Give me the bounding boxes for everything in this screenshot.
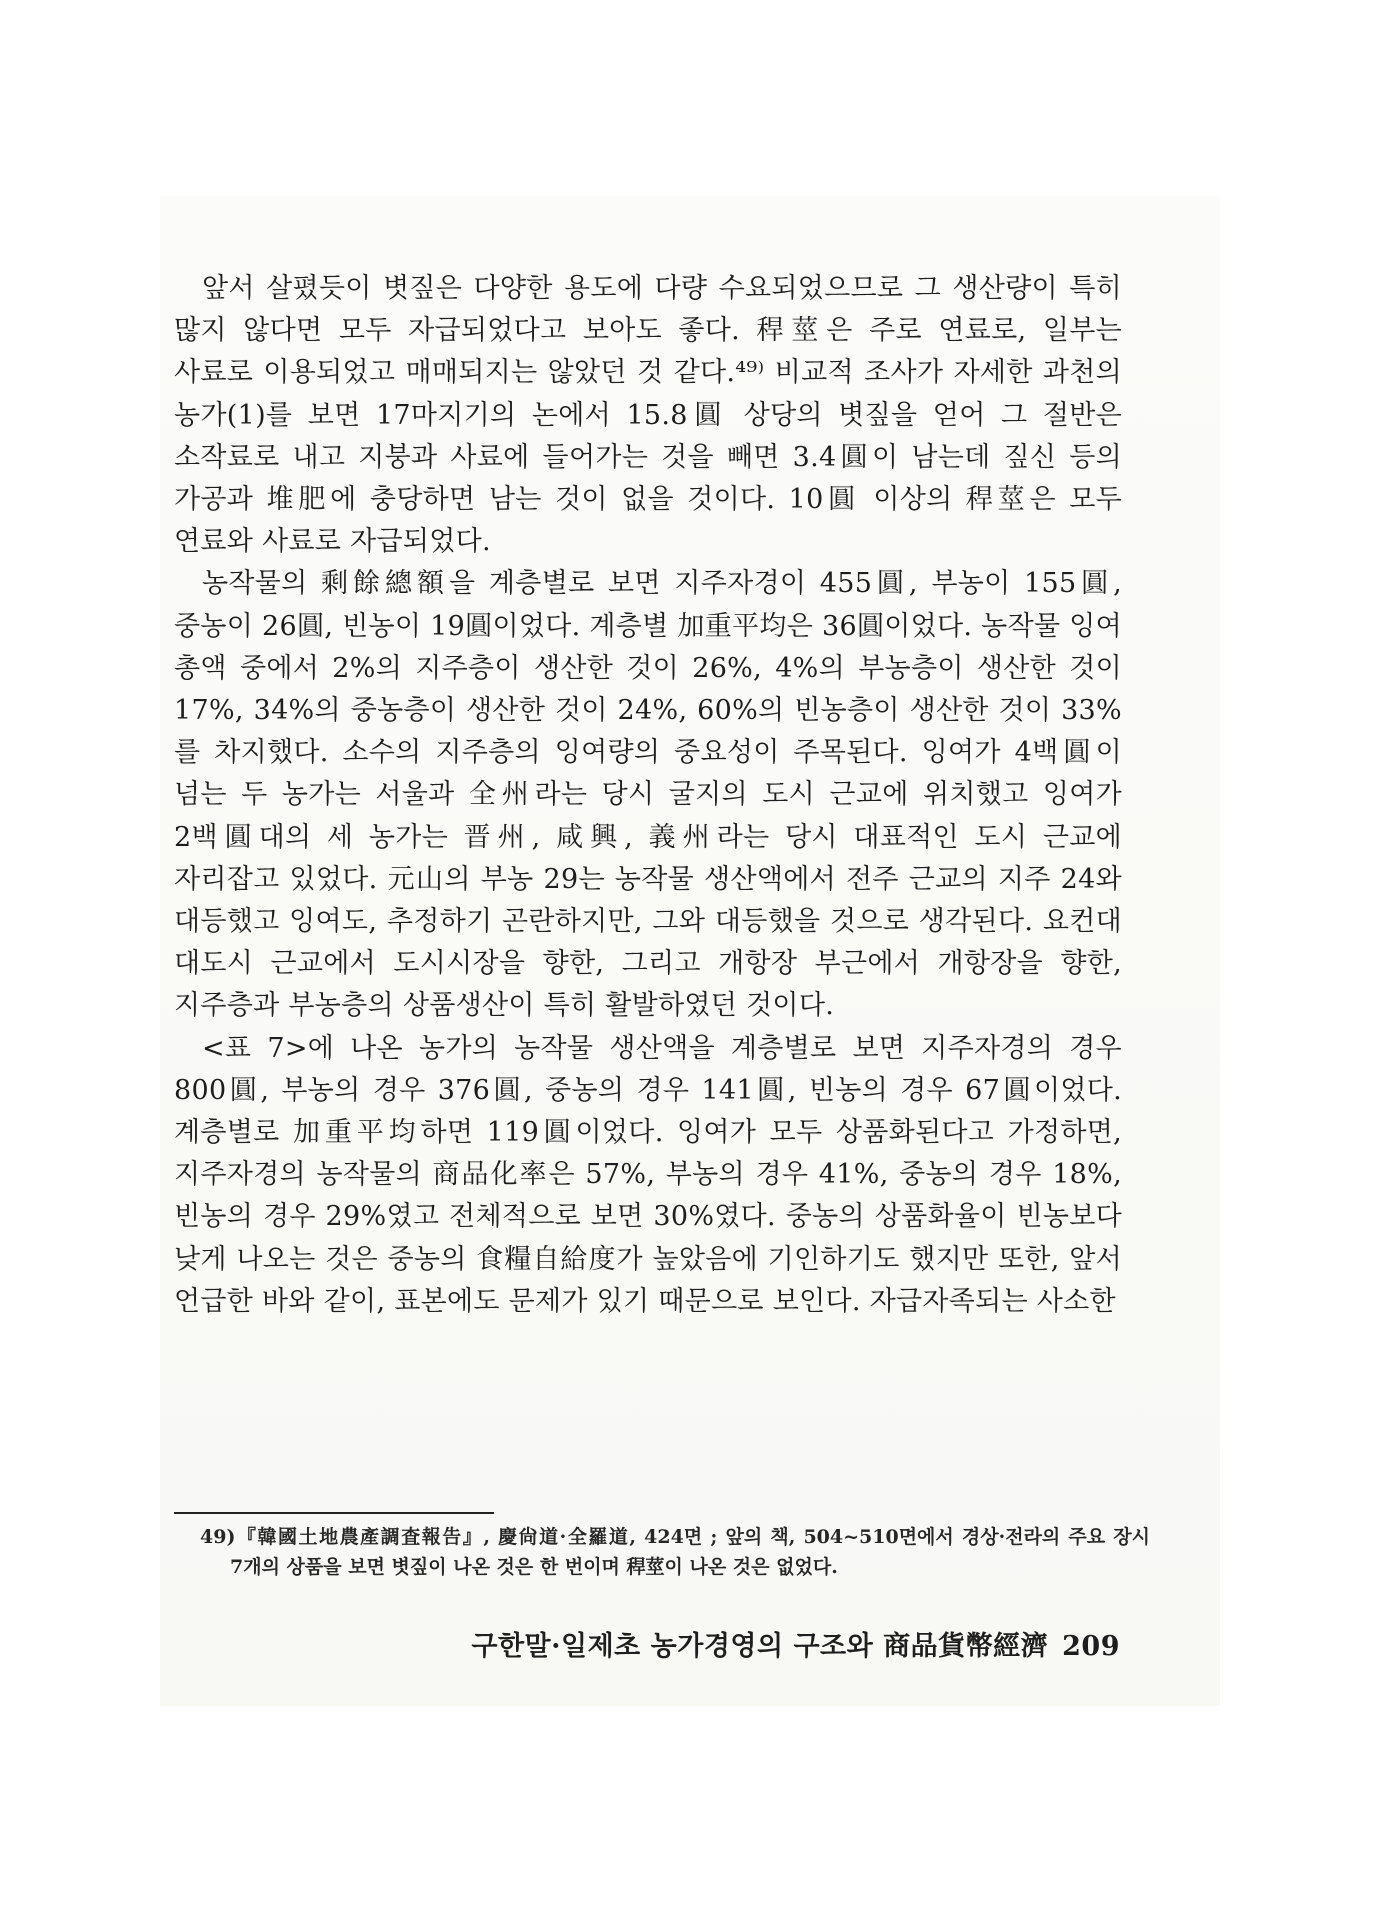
footnote-divider	[174, 1512, 494, 1514]
paragraph: 농작물의 剩餘總額을 계층별로 보면 지주자경이 455圓, 부농이 155圓, 중농이 26圓, 빈농이 19圓이었다. 계층별 加重平均은 36圓이었다. 농작물 잉여 총액 중에서 2%의 지주층이 생산한 것이 26%, 4%의 부농층이 생산한 것이 17%, 34%의 중농층이 생산한 것이 24%, 60%의 빈농층이 생산한 것이 33%를 차지했다. 소수의 지주층의 잉여량의 중요성이 주목된다. 잉여가 4백圓이 넘는 두 농가는 서울과 全州라는 당시 굴지의 도시 근교에 위치했고 잉여가 2백圓대의 세 농가는 晋州, 咸興, 義州라는 당시 대표적인 도시 근교에 자리잡고 있었다. 元山의 부농 29는 농작물 생산액에서 전주 근교의 지주 24와 대등했고 잉여도, 추정하기 곤란하지만, 그와 대등했을 것으로 생각된다. 요컨대 대도시 근교에서 도시시장을 향한, 그리고 개항장 부근에서 개항장을 향한, 지주층과 부농층의 상품생산이 특히 활발하였던 것이다.	[174, 568, 1122, 1022]
paragraph: <표 7>에 나온 농가의 농작물 생산액을 계층별로 보면 지주자경의 경우 800圓, 부농의 경우 376圓, 중농의 경우 141圓, 빈농의 경우 67圓이었다. 계층별로 加重平均하면 119圓이었다. 잉여가 모두 상품화된다고 가정하면, 지주자경의 농작물의 商品化率은 57%, 부농의 경우 41%, 중농의 경우 18%, 빈농의 경우 29%였고 전체적으로 보면 30%였다. 중농의 상품화율이 빈농보다 낮게 나오는 것은 중농의 食糧自給度가 높았음에 기인하기도 했지만 또한, 앞서 언급한 바와 같이, 표본에도 문제가 있기 때문으로 보인다. 자급자족되는 사소한	[174, 1032, 1122, 1317]
running-footer	[440, 1624, 1120, 1663]
footnote: 49)『韓國土地農產調査報告』, 慶尙道·全羅道, 424면 ; 앞의 책, 504~510면에서 경상·전라의 주요 장시 7개의 상품을 보면 볏짚이 나온 것은 한 번이며 稈莖이 나온 것은 없었다.	[200, 1526, 1150, 1578]
page-number: 209	[1062, 1631, 1120, 1662]
body-text	[174, 268, 1122, 1323]
paragraph: 앞서 살폈듯이 볏짚은 다양한 용도에 다량 수요되었으므로 그 생산량이 특히 많지 않다면 모두 자급되었다고 보아도 좋다. 稈莖은 주로 연료로, 일부는 사료로 이용되었고 매매되지는 않았던 것 같다.⁴⁹⁾ 비교적 조사가 자세한 과천의 농가(1)를 보면 17마지기의 논에서 15.8圓 상당의 볏짚을 얻어 그 절반은 소작료로 내고 지붕과 사료에 들어가는 것을 빼면 3.4圓이 남는데 짚신 등의 가공과 堆肥에 충당하면 남는 것이 없을 것이다. 10圓 이상의 稈莖은 모두 연료와 사료로 자급되었다.	[174, 273, 1122, 558]
running-title: 구한말·일제초 농가경영의 구조와 商品貨幣經濟	[471, 1631, 1049, 1662]
